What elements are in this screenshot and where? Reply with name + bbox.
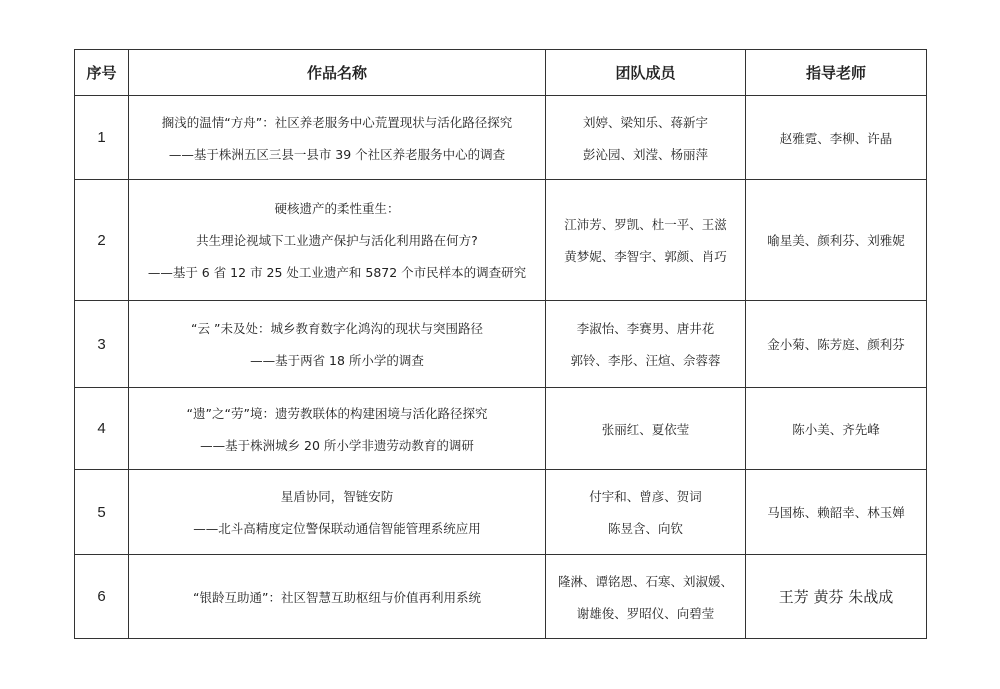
team-members [546, 555, 746, 639]
project-title [129, 388, 546, 470]
members-line: 江沛芳、罗凯、杜一平、王滋 [564, 217, 727, 232]
members-line: 隆淋、谭铭恩、石寒、刘淑媛、 [557, 573, 733, 589]
title-line: 硬核遗产的柔性重生： [274, 201, 400, 216]
advisor: 陈小美、齐先峰 [746, 388, 927, 470]
title-line: ——基于株洲五区三县一县市 39 个社区养老服务中心的调查 [168, 146, 506, 162]
header-members: 团队成员 [546, 50, 746, 96]
table-row [75, 388, 927, 470]
project-title [129, 555, 546, 639]
project-title [129, 180, 546, 301]
team-members [546, 470, 746, 555]
row-number: 3 [75, 301, 129, 388]
title-line: 共生理论视域下工业遗产保护与活化利用路在何方? [196, 233, 478, 248]
members-line: 李淑怡、李赛男、唐井花 [576, 321, 715, 336]
row-number: 6 [75, 555, 129, 639]
project-title [129, 470, 546, 555]
row-number: 5 [75, 470, 129, 555]
header-no: 序号 [75, 50, 129, 96]
members-line: 张丽红、夏依莹 [601, 421, 690, 437]
project-title [129, 96, 546, 180]
project-table [74, 49, 927, 639]
team-members [546, 301, 746, 388]
title-line: 星盾协同，智链安防 [280, 489, 394, 504]
team-members [546, 96, 746, 180]
table-row [75, 555, 927, 639]
table-row [75, 301, 927, 388]
advisor: 赵雅霓、李柳、许晶 [746, 96, 927, 180]
title-line: ——基于 6 省 12 市 25 处工业遗产和 5872 个市民样本的调查研究 [147, 265, 527, 280]
header-title: 作品名称 [129, 50, 546, 96]
title-line: “云 ”未及处：城乡教育数字化鸿沟的现状与突围路径 [191, 321, 483, 336]
advisor: 喻星美、颜利芬、刘雅妮 [746, 180, 927, 301]
row-number: 4 [75, 388, 129, 470]
title-line: ——基于株洲城乡 20 所小学非遗劳动教育的调研 [200, 437, 474, 453]
table-row [75, 470, 927, 555]
title-line: “银龄互助通”：社区智慧互助枢纽与价值再利用系统 [193, 589, 481, 605]
project-title [129, 301, 546, 388]
table-row [75, 96, 927, 180]
row-number: 1 [75, 96, 129, 180]
members-line: 谢雄俊、罗昭仪、向碧莹 [576, 605, 715, 621]
row-number: 2 [75, 180, 129, 301]
members-line: 郭铃、李彤、汪煊、佘蓉蓉 [570, 353, 721, 368]
members-line: 付宇和、曾彦、贺词 [589, 489, 702, 504]
title-line: “遗”之“劳”境：遗劳教联体的构建困境与活化路径探究 [186, 405, 488, 421]
members-line: 刘婷、梁知乐、蒋新宇 [582, 114, 708, 130]
advisor: 马国栋、赖韶幸、林玉婵 [746, 470, 927, 555]
title-line: ——基于两省 18 所小学的调查 [250, 353, 424, 368]
advisor: 金小菊、陈芳庭、颜利芬 [746, 301, 927, 388]
table-header-row [75, 50, 927, 96]
members-line: 陈昱含、向钦 [607, 521, 683, 536]
table-row [75, 180, 927, 301]
header-teacher: 指导老师 [746, 50, 927, 96]
advisor: 王芳 黄芬 朱战成 [746, 555, 927, 639]
members-line: 黄梦妮、李智宇、郭颜、肖巧 [564, 249, 727, 264]
title-line: 搁浅的温情“方舟”：社区养老服务中心荒置现状与活化路径探究 [161, 114, 513, 130]
title-line: ——北斗高精度定位警保联动通信智能管理系统应用 [193, 521, 481, 536]
team-members [546, 180, 746, 301]
members-line: 彭沁园、刘滢、杨丽萍 [582, 146, 708, 162]
team-members [546, 388, 746, 470]
